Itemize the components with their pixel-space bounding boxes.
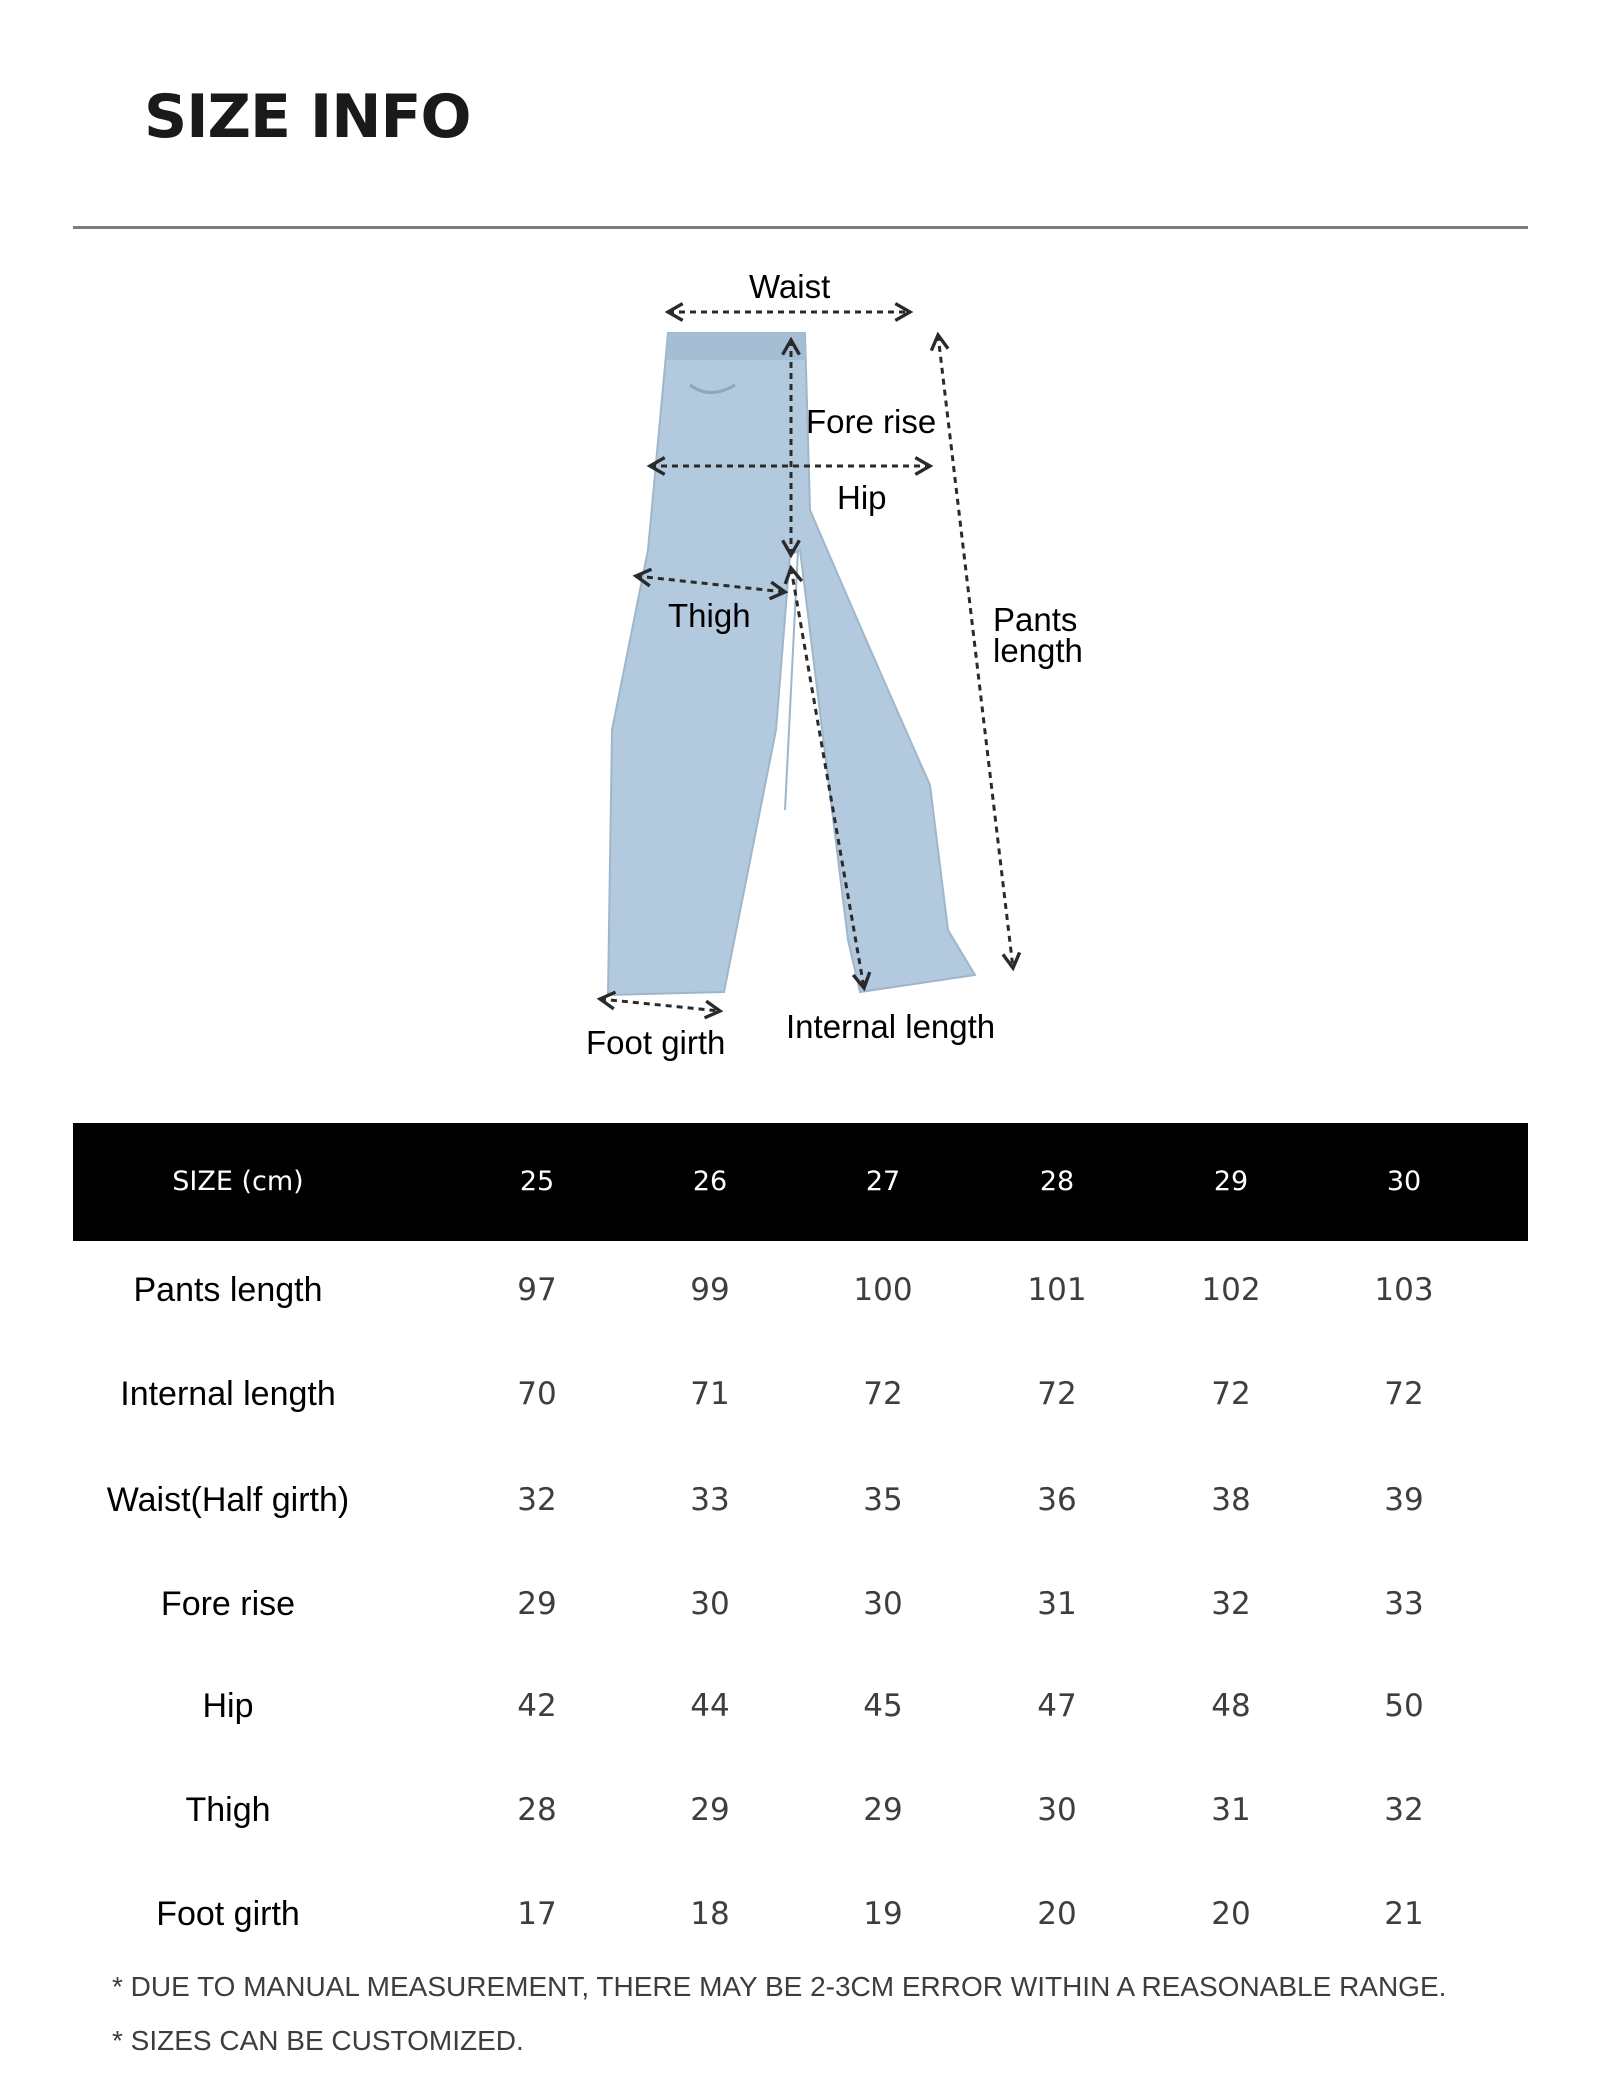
table-row xyxy=(73,1448,1528,1552)
table-cell: 70 xyxy=(517,1376,557,1412)
table-cell: 99 xyxy=(690,1272,730,1308)
table-cell: 31 xyxy=(1037,1586,1077,1622)
page-title: SIZE INFO xyxy=(144,82,471,152)
jeans-illustration xyxy=(0,250,1600,1080)
table-cell: 30 xyxy=(690,1586,730,1622)
table-cell: 29 xyxy=(863,1792,903,1828)
row-label: Internal length xyxy=(120,1375,336,1413)
table-cell: 32 xyxy=(1211,1586,1251,1622)
table-cell: 72 xyxy=(863,1376,903,1412)
table-cell: 97 xyxy=(517,1272,557,1308)
table-cell: 30 xyxy=(863,1586,903,1622)
foot-girth-arrow xyxy=(600,999,720,1011)
size-col-25: 25 xyxy=(519,1166,555,1197)
table-cell: 20 xyxy=(1037,1896,1077,1932)
size-header-label: SIZE (cm) xyxy=(172,1166,304,1197)
size-col-29: 29 xyxy=(1213,1166,1249,1197)
table-cell: 31 xyxy=(1211,1792,1251,1828)
hip-label: Hip xyxy=(837,479,887,516)
row-label: Pants length xyxy=(133,1271,323,1309)
table-cell: 71 xyxy=(690,1376,730,1412)
table-cell: 35 xyxy=(863,1482,903,1518)
measurement-diagram xyxy=(0,250,1600,1080)
table-row xyxy=(73,1654,1528,1758)
table-row xyxy=(73,1238,1528,1342)
table-cell: 44 xyxy=(690,1688,730,1724)
table-cell: 20 xyxy=(1211,1896,1251,1932)
row-label: Thigh xyxy=(185,1791,271,1829)
table-cell: 72 xyxy=(1384,1376,1424,1412)
table-row xyxy=(73,1862,1528,1966)
foot-girth-label: Foot girth xyxy=(586,1024,726,1061)
table-cell: 103 xyxy=(1374,1272,1434,1308)
table-cell: 39 xyxy=(1384,1482,1424,1518)
table-cell: 36 xyxy=(1037,1482,1077,1518)
table-row xyxy=(73,1342,1528,1446)
table-cell: 18 xyxy=(690,1896,730,1932)
table-cell: 33 xyxy=(690,1482,730,1518)
row-label: Hip xyxy=(202,1687,254,1725)
table-cell: 38 xyxy=(1211,1482,1251,1518)
table-cell: 28 xyxy=(517,1792,557,1828)
table-cell: 29 xyxy=(690,1792,730,1828)
table-cell: 32 xyxy=(517,1482,557,1518)
table-cell: 101 xyxy=(1027,1272,1087,1308)
table-cell: 102 xyxy=(1201,1272,1261,1308)
table-cell: 17 xyxy=(517,1896,557,1932)
row-label: Waist(Half girth) xyxy=(106,1481,350,1519)
divider xyxy=(73,226,1528,229)
row-label: Foot girth xyxy=(156,1895,300,1933)
measurement-note: * DUE TO MANUAL MEASUREMENT, THERE MAY BE 2-3CM ERROR WITHIN A REASONABLE RANGE. xyxy=(112,1971,1447,2002)
thigh-label: Thigh xyxy=(668,597,751,634)
table-cell: 100 xyxy=(853,1272,913,1308)
table-cell: 45 xyxy=(863,1688,903,1724)
customization-note: * SIZES CAN BE CUSTOMIZED. xyxy=(112,2025,524,2056)
table-cell: 50 xyxy=(1384,1688,1424,1724)
pants-length-label: Pants length xyxy=(993,601,1083,669)
size-col-30: 30 xyxy=(1386,1166,1422,1197)
table-cell: 72 xyxy=(1037,1376,1077,1412)
fore-rise-label: Fore rise xyxy=(806,403,937,440)
table-cell: 42 xyxy=(517,1688,557,1724)
table-cell: 72 xyxy=(1211,1376,1251,1412)
size-col-28: 28 xyxy=(1039,1166,1075,1197)
table-row xyxy=(73,1552,1528,1656)
table-row xyxy=(73,1758,1528,1862)
table-cell: 48 xyxy=(1211,1688,1251,1724)
size-col-26: 26 xyxy=(692,1166,728,1197)
table-cell: 47 xyxy=(1037,1688,1077,1724)
internal-length-label: Internal length xyxy=(786,1008,996,1045)
table-cell: 19 xyxy=(863,1896,903,1932)
size-table-header xyxy=(73,1123,1528,1241)
table-cell: 21 xyxy=(1384,1896,1424,1932)
table-cell: 33 xyxy=(1384,1586,1424,1622)
table-cell: 30 xyxy=(1037,1792,1077,1828)
row-label: Fore rise xyxy=(160,1585,296,1623)
waist-label: Waist xyxy=(749,268,831,305)
table-cell: 29 xyxy=(517,1586,557,1622)
table-cell: 32 xyxy=(1384,1792,1424,1828)
size-col-27: 27 xyxy=(865,1166,901,1197)
